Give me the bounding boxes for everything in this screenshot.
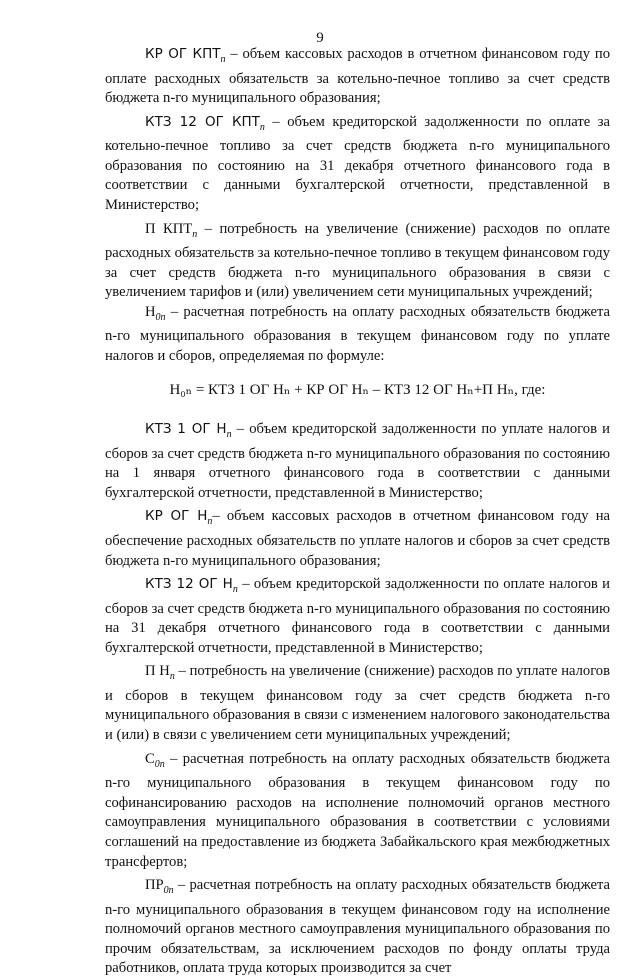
definition-text: – расчетная потребность на оплату расходных обязательств бюджета n-го муниципального образования в текущем финансовом году по софинансированию расходов на исполнение полномочий органов местного самоуправления муниципального образования в соответствии с условиями соглашений на предоставление из бюджета Забайкальского края межбюджетных трансфертов; bbox=[105, 750, 610, 870]
symbol: КР ОГ КПТ bbox=[145, 46, 221, 62]
paragraph-p-n bbox=[105, 662, 610, 745]
definition-text: – объем кассовых расходов в отчетном финансовом году по оплате расходных обязательств за котельно-печное топливо за счет средств бюджета n-го муниципального образования; bbox=[105, 46, 610, 107]
paragraph-ktz12-og-n bbox=[105, 575, 610, 658]
symbol: КТЗ 1 ОГ Н bbox=[145, 421, 227, 438]
definition-text: – объем кредиторской задолженности по оплате налогов и сборов за счет средств бюджета n-го муниципального образования по состоянию на 31 декабря отчетного финансового года в соответствии с данными бухгалтерской отчетности, представленной в Министерство; bbox=[105, 576, 610, 656]
subscript: n bbox=[226, 429, 232, 441]
symbol: КР ОГ Н bbox=[145, 508, 208, 525]
paragraph-p-kpt bbox=[105, 220, 610, 303]
page-number: 9 bbox=[316, 30, 324, 46]
subscript: 0n bbox=[163, 885, 174, 897]
paragraph-kr-og-kpt bbox=[105, 45, 610, 109]
subscript: n bbox=[169, 671, 175, 683]
definition-text: – расчетная потребность на оплату расходных обязательств бюджета n-го муниципального образования в текущем финансовом году по уплате налогов и сборов, определяемая по формуле: bbox=[105, 303, 610, 364]
definition-text: – потребность на увеличение (снижение) расходов по уплате налогов и сборов в текущем финансовом году за счет средств бюджета n-го муниципального образования в связи с изменением налогового законодательства и (или) в связи с увеличением сети муниципальных учреждений; bbox=[105, 663, 610, 744]
subscript: n bbox=[232, 584, 238, 595]
document-body bbox=[105, 45, 610, 979]
subscript: n bbox=[192, 228, 198, 240]
paragraph-c0n bbox=[105, 750, 610, 872]
symbol: Н bbox=[145, 303, 156, 320]
symbol: КТЗ 12 ОГ Н bbox=[145, 576, 233, 593]
paragraph-ktz12-og-kpt bbox=[105, 113, 610, 216]
paragraph-kr-og-n bbox=[105, 507, 610, 571]
symbol: КТЗ 12 ОГ КПТ bbox=[145, 113, 260, 130]
subscript: 0n bbox=[155, 311, 166, 323]
paragraph-n0n bbox=[105, 303, 610, 367]
formula-n0n: Н₀ₙ = КТЗ 1 ОГ Нₙ + КР ОГ Нₙ – КТЗ 12 ОГ Нₙ+П Нₙ, где: bbox=[169, 381, 546, 398]
definition-text: – объем кассовых расходов в отчетном финансовом году на обеспечение расходных обязательств по уплате налогов и сборов за счет средств бюджета n-го муниципального образования; bbox=[105, 508, 610, 569]
subscript: 0n bbox=[154, 758, 165, 770]
symbol: П КПТ bbox=[145, 220, 193, 237]
definition-text: – объем кредиторской задолженности по уплате налогов и сборов за счет средств бюджета n-го муниципального образования по состоянию на 1 января отчетного финансового года в соответствии с данными бухгалтерской отчетности, представленной в Министерство; bbox=[105, 421, 610, 501]
paragraph-pr0n bbox=[105, 876, 610, 979]
subscript: n bbox=[207, 516, 213, 528]
symbol: П Н bbox=[145, 663, 170, 680]
subscript: n bbox=[220, 53, 226, 65]
symbol: С bbox=[145, 750, 155, 767]
definition-text: – потребность на увеличение (снижение) расходов по оплате расходных обязательств за котельно-печное топливо в текущем финансовом году за счет средств бюджета n-го муниципального образования в связи с увеличением тарифов и (или) увеличением сети муниципальных учреждений; bbox=[105, 220, 610, 301]
definition-text: – объем кредиторской задолженности по оплате за котельно-печное топливо за счет средств бюджета n-го муниципального образования по состоянию на 31 декабря отчетного финансового года в соответствии с данными бухгалтерской отчетности, представленной в Министерство; bbox=[105, 113, 610, 213]
definition-text: – расчетная потребность на оплату расходных обязательств бюджета n-го муниципального образования в текущем финансовом году на исполнение полномочий органов местного самоуправления муниципального образования по прочим обязательствам, за исключением расходов по фонду оплаты труда работников, оплата труда которых производится за счет bbox=[105, 877, 610, 977]
subscript: n bbox=[259, 121, 265, 133]
paragraph-ktz1-og-n bbox=[105, 420, 610, 503]
symbol: ПР bbox=[145, 877, 164, 894]
